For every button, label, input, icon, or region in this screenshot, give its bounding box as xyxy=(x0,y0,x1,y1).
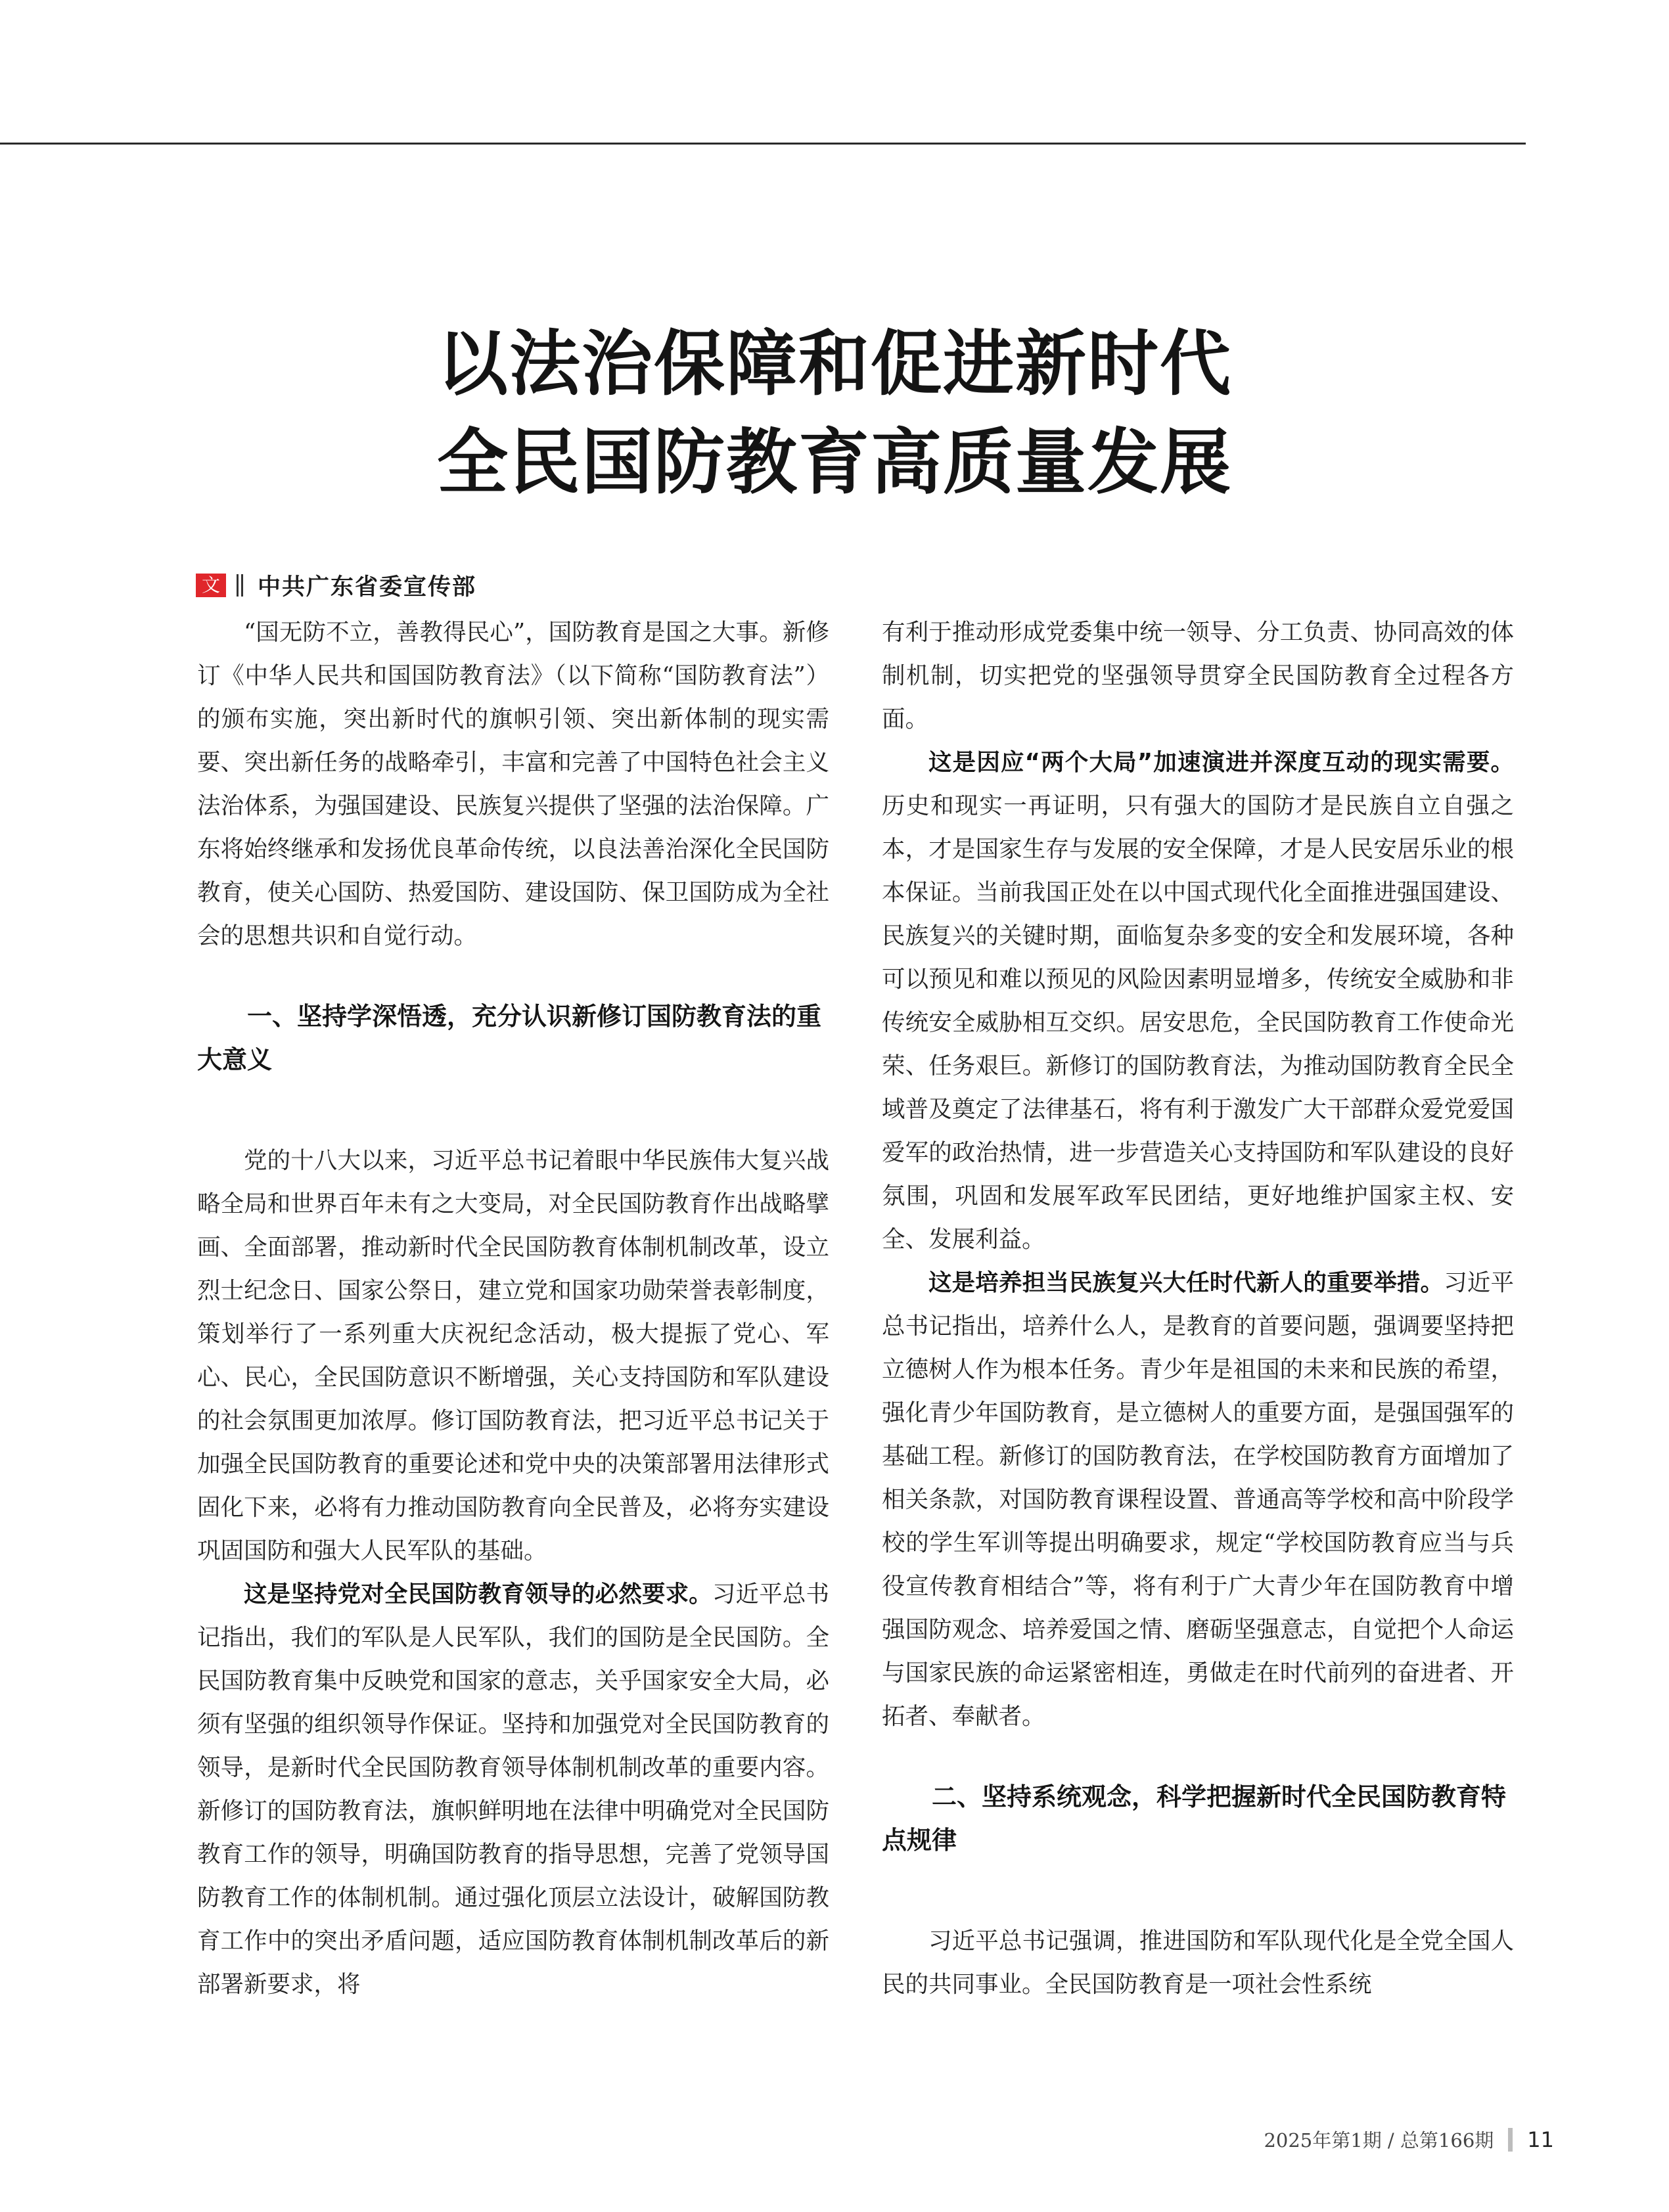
body-paragraph: 党的十八大以来，习近平总书记着眼中华民族伟大复兴战略全局和世界百年未有之大变局，对全民国防教育作出战略擘画、全面部署，推动新时代全民国防教育体制机制改革，设立烈士纪念日、国家公祭日，建立党和国家功勋荣誉表彰制度，策划举行了一系列重大庆祝纪念活动，极大提振了党心、军心、民心，全民国防意识不断增强，关心支持国防和军队建设的社会氛围更加浓厚。修订国防教育法，把习近平总书记关于加强全民国防教育的重要论述和党中央的决策部署用法律形式固化下来，必将有力推动国防教育向全民普及，必将夯实建设巩固国防和强大人民军队的基础。 xyxy=(197,1147,829,1564)
page-footer xyxy=(1264,2126,1554,2153)
left-column xyxy=(197,611,829,2006)
footer-divider xyxy=(1508,2128,1513,2152)
section-heading-2: 二、坚持系统观念，科学把握新时代全民国防教育特点规律 xyxy=(882,1782,1507,1855)
article-title xyxy=(0,315,1669,512)
title-line-2: 全民国防教育高质量发展 xyxy=(436,422,1232,504)
paragraph-lead: 这是培养担当民族复兴大任时代新人的重要举措。 xyxy=(928,1269,1444,1296)
intro-paragraph: “国无防不立，善教得民心”，国防教育是国之大事。新修订《中华人民共和国国防教育法》（以下简称“国防教育法”）的颁布实施，突出新时代的旗帜引领、突出新体制的现实需要、突出新任务的战略牵引，丰富和完善了中国特色社会主义法治体系，为强国建设、民族复兴提供了坚强的法治保障。广东将始终继承和发扬优良革命传统，以良法善治深化全民国防教育，使关心国防、热爱国防、建设国防、保卫国防成为全社会的思想共识和自觉行动。 xyxy=(197,619,829,949)
body-paragraph: 习近平总书记强调，推进国防和军队现代化是全党全国人民的共同事业。全民国防教育是一项社会性系统 xyxy=(882,1928,1514,1998)
text-badge-icon: 文 xyxy=(196,574,226,597)
title-line-1: 以法治保障和促进新时代 xyxy=(436,323,1232,405)
author: 中共广东省委宣传部 xyxy=(258,574,477,600)
paragraph-text: 历史和现实一再证明，只有强大的国防才是民族自立自强之本，才是国家生存与发展的安全保障，才是人民安居乐业的根本保证。当前我国正处在以中国式现代化全面推进强国建设、民族复兴的关键时期，面临复杂多变的安全和发展环境，各种可以预见和难以预见的风险因素明显增多，传统安全威胁和非传统安全威胁相互交织。居安思危，全民国防教育工作使命光荣、任务艰巨。新修订的国防教育法，为推动国防教育全民全域普及奠定了法律基石，将有利于激发广大干部群众爱党爱国爱军的政治热情，进一步营造关心支持国防和军队建设的良好氛围，巩固和发展军政军民团结，更好地维护国家主权、安全、发展利益。 xyxy=(882,792,1514,1253)
continued-paragraph: 有利于推动形成党委集中统一领导、分工负责、协同高效的体制机制，切实把党的坚强领导贯穿全民国防教育全过程各方面。 xyxy=(882,619,1514,733)
paragraph-lead: 这是因应“两个大局”加速演进并深度互动的现实需要。 xyxy=(928,749,1514,776)
body-paragraph xyxy=(882,1261,1514,1738)
body-paragraph xyxy=(197,1573,829,2006)
double-bar-divider xyxy=(237,574,243,597)
top-rule xyxy=(0,143,1526,145)
paragraph-text: 习近平总书记指出，我们的军队是人民军队，我们的国防是全民国防。全民国防教育集中反映党和国家的意志，关乎国家安全大局，必须有坚强的组织领导作保证。坚持和加强党对全民国防教育的领导，是新时代全民国防教育领导体制机制改革的重要内容。新修订的国防教育法，旗帜鲜明地在法律中明确党对全民国防教育工作的领导，明确国防教育的指导思想，完善了党领导国防教育工作的体制机制。通过强化顶层立法设计，破解国防教育工作中的突出矛盾问题，适应国防教育体制机制改革后的新部署新要求，将 xyxy=(197,1581,829,1998)
right-column xyxy=(882,611,1514,2006)
paragraph-lead: 这是坚持党对全民国防教育领导的必然要求。 xyxy=(244,1581,712,1608)
byline xyxy=(196,572,476,598)
body-paragraph xyxy=(882,741,1514,1261)
paragraph-text: 习近平总书记指出，培养什么人，是教育的首要问题，强调要坚持把立德树人作为根本任务。青少年是祖国的未来和民族的希望，强化青少年国防教育，是立德树人的重要方面，是强国强军的基础工程。新修订的国防教育法，在学校国防教育方面增加了相关条款，对国防教育课程设置、普通高等学校和高中阶段学校的学生军训等提出明确要求，规定“学校国防教育应当与兵役宣传教育相结合”等，将有利于广大青少年在国防教育中增强国防观念、培养爱国之情、磨砺坚强意志，自觉把个人命运与国家民族的命运紧密相连，勇做走在时代前列的奋进者、开拓者、奉献者。 xyxy=(882,1269,1514,1730)
section-heading-1: 一、坚持学深悟透，充分认识新修订国防教育法的重大意义 xyxy=(197,1002,822,1074)
page-number: 11 xyxy=(1527,2127,1554,2152)
issue-info: 2025年第1期 / 总第166期 xyxy=(1264,2129,1494,2152)
